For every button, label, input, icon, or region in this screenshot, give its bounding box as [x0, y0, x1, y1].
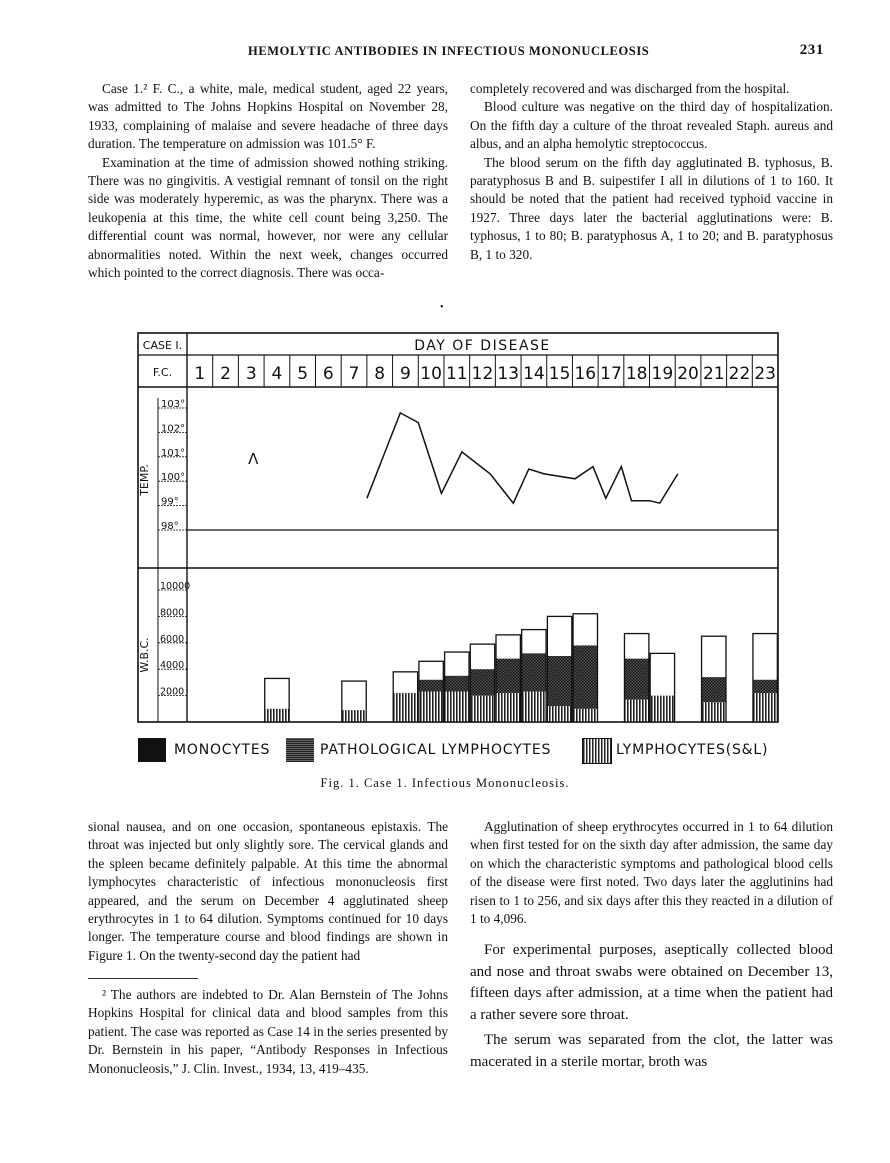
- day-header: DAY OF DISEASE: [414, 338, 551, 354]
- case-label: CASE I.: [142, 339, 183, 352]
- paragraph: Agglutination of sheep erythrocytes occurred in 1 to 64 dilution when first tested for on the sixth day after admission, the same day on which the characteristic symptoms and pathological blood cells of the disease were first noted. Two days later the agglutinins had risen to 1 to 256, and six days after this they reacted in a dilution of 1 to 4,096.: [470, 819, 833, 927]
- day-number-3: 3: [245, 364, 257, 384]
- legend-label-monocytes: MONOCYTES: [174, 742, 271, 758]
- temp-tick-label: 102°: [161, 423, 186, 435]
- bar-lymphocytes-day-21: [702, 702, 726, 722]
- paragraph: Blood culture was negative on the third day of hospitalization. On the fifth day a culture of the throat revealed Staph. aureus and albus, and an alpha hemolytic streptococcus.: [470, 99, 833, 152]
- day-number-7: 7: [348, 364, 360, 384]
- day-number-13: 13: [497, 364, 520, 384]
- bar-pathological-day-12: [470, 669, 494, 695]
- bar-lymphocytes-day-11: [445, 692, 469, 722]
- temp-tick-label: 103°: [161, 399, 186, 410]
- legend-label-pathological: PATHOLOGICAL LYMPHOCYTES: [320, 742, 552, 758]
- bar-lymphocytes-day-9: [393, 693, 417, 722]
- bar-pathological-day-15: [547, 656, 571, 706]
- legend-swatch-monocytes: [138, 738, 166, 762]
- day-number-8: 8: [374, 364, 386, 384]
- day-number-1: 1: [194, 364, 206, 384]
- bar-pathological-day-13: [496, 659, 520, 693]
- bar-pathological-day-14: [522, 653, 546, 691]
- day-number-6: 6: [322, 364, 334, 384]
- temp-tick-label: 101°: [161, 447, 186, 459]
- day-number-21: 21: [702, 364, 725, 384]
- wbc-tick-label: 10000: [160, 581, 191, 592]
- day-number-12: 12: [471, 364, 494, 384]
- bar-lymphocytes-day-13: [496, 693, 520, 722]
- wbc-tick-label: 2000: [160, 686, 185, 698]
- running-title: HEMOLYTIC ANTIBODIES IN INFECTIOUS MONONUCLEOSIS: [248, 44, 650, 58]
- bar-lymphocytes-day-15: [547, 706, 571, 722]
- temp-tick-label: 100°: [161, 472, 186, 484]
- paragraph: The serum was separated from the clot, the latter was macerated in a sterile mortar, broth was: [470, 1032, 833, 1070]
- day-number-18: 18: [625, 364, 648, 384]
- legend-swatch-pathological: [286, 738, 314, 762]
- day-number-4: 4: [271, 364, 283, 384]
- day-number-19: 19: [651, 364, 674, 384]
- bar-pathological-day-18: [624, 659, 648, 700]
- day-number-15: 15: [548, 364, 571, 384]
- wbc-tick-label: 8000: [160, 607, 185, 619]
- bar-pathological-day-23: [753, 680, 777, 693]
- isolated-temperature-mark: Λ: [248, 450, 259, 469]
- left-column-bottom: [88, 818, 448, 965]
- chart-frame: [138, 333, 778, 722]
- bar-lymphocytes-day-23: [753, 693, 777, 722]
- legend-swatch-lymphocytes: [582, 738, 612, 764]
- bar-lymphocytes-day-7: [342, 710, 366, 722]
- temp-axis-label: TEMP.: [138, 464, 151, 496]
- bar-lymphocytes-day-14: [522, 692, 546, 722]
- day-number-10: 10: [420, 364, 442, 384]
- day-number-14: 14: [523, 364, 545, 384]
- day-number-16: 16: [574, 364, 597, 384]
- day-number-2: 2: [220, 364, 231, 384]
- paragraph: For experimental purposes, aseptically collected blood and nose and throat swabs were obtained on December 13, fifteen days after admission, at a time when the patient had a rather severe sore throat.: [470, 942, 833, 1023]
- bar-lymphocytes-day-19: [650, 696, 674, 722]
- paragraph: Examination at the time of admission showed nothing striking. There was no gingivitis. A vestigial remnant of tonsil on the right side was moderately hyperemic, as was the pharynx. There was a leukopenia at this time, the white cell count being 3,250. The differential count was normal, however, nor were any cellular abnormalities noted. Within the next week, changes occurred which pointed to the correct diagnosis. There was occa-: [88, 154, 448, 281]
- bar-lymphocytes-day-18: [624, 700, 648, 722]
- bar-lymphocytes-day-16: [573, 709, 597, 722]
- legend-label-lymphocytes: LYMPHOCYTES(S&L): [616, 742, 769, 758]
- temp-tick-label: 98°: [161, 521, 179, 532]
- footnote-rule: [88, 978, 198, 979]
- temp-tick-label: 99°: [161, 496, 179, 508]
- legend: [138, 738, 788, 768]
- day-number-17: 17: [600, 364, 622, 384]
- wbc-tick-label: 4000: [160, 660, 185, 672]
- footnote-text: ² The authors are indebted to Dr. Alan Bernstein of The Johns Hopkins Hospital for clinical data and blood samples from this patient. The case was reported as Case 14 in the series presented by Dr. Bernstein in his paper, “Antibody Responses in Infectious Mononucleosis,” J. Clin. Invest., 1934, 13, 419–435.: [88, 987, 448, 1076]
- paragraph: The blood serum on the fifth day agglutinated B. typhosus, B. paratyphosus B and B. suipestifer I all in dilutions of 1 to 160. It should be noted that the patient had received typhoid vaccine in 1927. Three days later the bacterial agglutinations were: B. typhosus, 1 to 80; B. paratyphosus A, 1 to 20; and B. paratyphosus B, 1 to 320.: [470, 154, 833, 262]
- page-number: 231: [799, 42, 824, 58]
- bar-lymphocytes-day-10: [419, 692, 443, 722]
- day-number-11: 11: [445, 364, 468, 384]
- bar-lymphocytes-day-12: [470, 696, 494, 722]
- patient-label: F.C.: [152, 366, 173, 379]
- figure-caption: Fig. 1. Case 1. Infectious Mononucleosis.: [320, 776, 570, 790]
- day-number-20: 20: [677, 364, 699, 384]
- paragraph: Case 1.² F. C., a white, male, medical student, aged 22 years, was admitted to The Johns Hopkins Hospital on November 28, 1933, complaining of malaise and severe headache of three days duration. The temperature on admission was 101.5° F.: [88, 81, 448, 152]
- paragraph: sional nausea, and on one occasion, spontaneous epistaxis. The throat was injected but only slightly sore. The cervical glands and the spleen became definitely palpable. At this time the abnormal lymphocytes characteristic of infectious mononucleosis first appeared, and the serum on December 4 agglutinated sheep erythrocytes in 1 to 64 dilution. Symptoms continued for 10 days longer. The temperature course and blood findings are shown in Figure 1. On the twenty-second day the patient had: [88, 819, 448, 963]
- bar-pathological-day-10: [419, 680, 443, 692]
- day-number-9: 9: [399, 364, 411, 384]
- day-number-23: 23: [754, 364, 776, 384]
- bullet-mark: •: [440, 302, 444, 313]
- wbc-axis-label: W.B.C.: [138, 637, 151, 673]
- bar-lymphocytes-day-4: [265, 709, 289, 722]
- bar-pathological-day-11: [445, 676, 469, 692]
- paragraph: completely recovered and was discharged from the hospital.: [470, 81, 790, 96]
- bar-pathological-day-16: [573, 645, 597, 708]
- temperature-line: [367, 413, 678, 503]
- day-number-22: 22: [728, 364, 751, 384]
- right-column-bottom: [470, 818, 833, 1073]
- wbc-tick-label: 6000: [160, 633, 185, 645]
- bar-pathological-day-21: [702, 677, 726, 702]
- footnote: [88, 986, 448, 1078]
- day-number-5: 5: [297, 364, 309, 384]
